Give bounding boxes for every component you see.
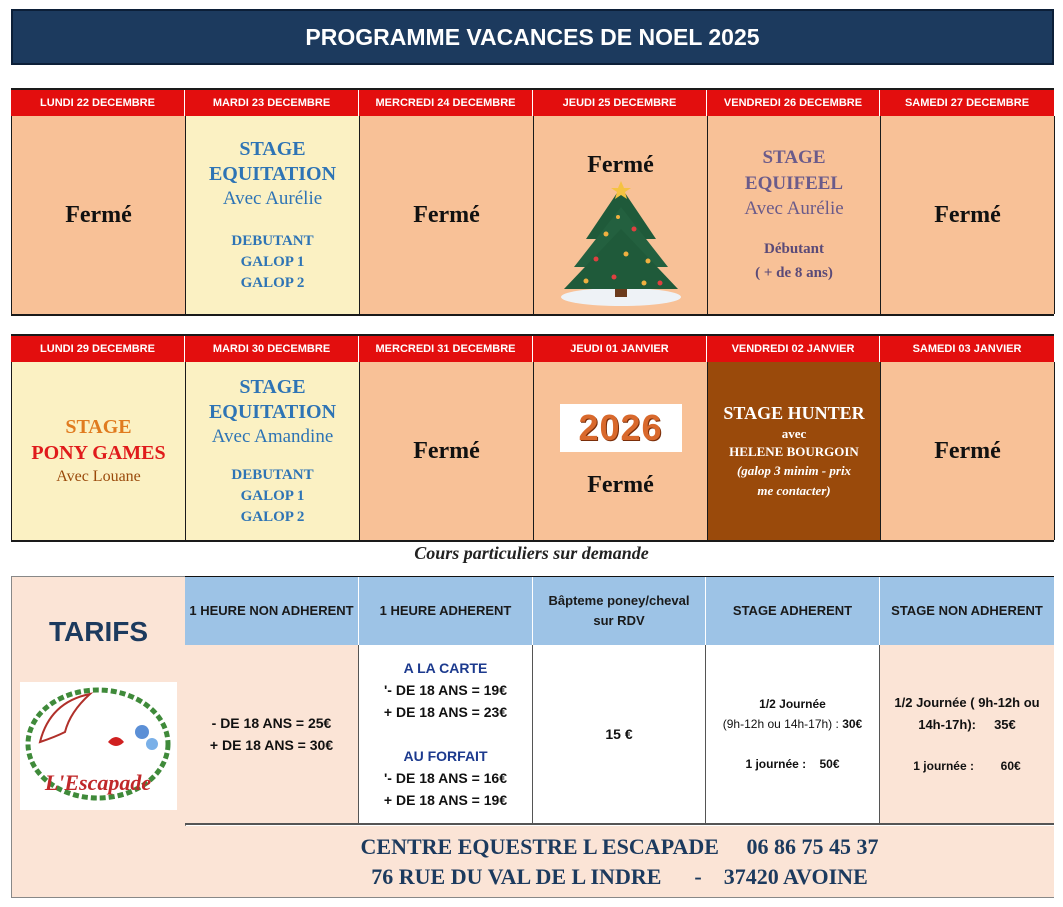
stage-coach: Avec Amandine <box>211 425 334 447</box>
day-cell-closed-newyear <box>534 362 708 540</box>
day-header: JEUDI 01 JANVIER <box>533 336 707 362</box>
day-cell-stage-equitation <box>186 116 360 314</box>
day-header: SAMEDI 03 JANVIER <box>880 336 1054 362</box>
closed-label: Fermé <box>413 437 480 464</box>
stage-note: me contacter) <box>757 483 831 498</box>
stage-title: STAGE <box>762 147 826 168</box>
price-bapteme <box>533 645 706 823</box>
closed-label: Fermé <box>65 201 132 228</box>
price-line <box>745 754 839 774</box>
day-header: VENDREDI 02 JANVIER <box>707 336 880 362</box>
closed-label: Fermé <box>587 152 654 178</box>
closed-label: Fermé <box>934 437 1001 464</box>
stage-age: ( + de 8 ans) <box>755 265 833 281</box>
day-header: LUNDI 29 DECEMBRE <box>11 336 185 362</box>
stage-title: EQUITATION <box>208 162 337 185</box>
year-text: 2026 <box>578 406 663 448</box>
price-table-header <box>185 576 1054 645</box>
day-header: MARDI 30 DECEMBRE <box>185 336 359 362</box>
footer-line: 76 RUE DU VAL DE L INDRE - 37420 AVOINE <box>371 863 868 889</box>
price-subtitle: AU FORFAIT <box>403 748 488 764</box>
price-label: 1/2 Journée <box>759 697 826 711</box>
wreath-icon <box>20 682 177 810</box>
day-cell-closed <box>881 362 1055 540</box>
day-header: VENDREDI 26 DECEMBRE <box>707 90 880 116</box>
price-detail: (9h-12h ou 14h-17h) : <box>722 717 839 731</box>
stage-level: DEBUTANT <box>231 232 314 249</box>
column-header: 1 HEURE ADHERENT <box>359 577 533 645</box>
closed-label: Fermé <box>587 471 654 498</box>
day-cell-closed <box>12 116 186 314</box>
day-cell-closed <box>881 116 1055 314</box>
column-header: Bâpteme poney/cheval sur RDV <box>533 577 706 645</box>
price-line: '- DE 18 ANS = 19€ <box>383 682 508 698</box>
column-header: STAGE ADHERENT <box>706 577 880 645</box>
stage-coach: Avec Aurélie <box>222 187 323 209</box>
stage-title: STAGE <box>239 375 306 398</box>
day-header: MERCREDI 24 DECEMBRE <box>359 90 533 116</box>
day-header: LUNDI 22 DECEMBRE <box>11 90 185 116</box>
day-header: SAMEDI 27 DECEMBRE <box>880 90 1054 116</box>
price-stage-non-adherent <box>880 645 1054 823</box>
christmas-tree-icon <box>556 179 686 309</box>
logo-text: L'Escapade <box>44 770 152 795</box>
stage-title: STAGE <box>239 137 306 160</box>
stage-level: DEBUTANT <box>231 466 314 483</box>
stage-coach: HELENE BOURGOIN <box>729 444 859 459</box>
day-cell-stage-hunter <box>708 362 881 540</box>
stage-with: avec <box>781 426 807 441</box>
price-value: 30€ <box>842 717 863 731</box>
price-detail: 14h-17h): <box>918 717 977 732</box>
stage-level: Débutant <box>763 241 824 257</box>
column-header: 1 HEURE NON ADHERENT <box>185 577 359 645</box>
price-line <box>913 756 1020 776</box>
price-line: 15 € <box>605 726 633 742</box>
price-adherent <box>359 645 533 823</box>
closed-label: Fermé <box>934 201 1001 228</box>
price-value: 60€ <box>1000 759 1021 773</box>
stage-level: GALOP 2 <box>240 508 305 525</box>
price-line: + DE 18 ANS = 30€ <box>209 737 334 753</box>
price-table-body <box>185 645 1054 825</box>
stage-level: GALOP 2 <box>240 274 305 291</box>
price-value: 35€ <box>994 717 1016 732</box>
day-cell-stage-equitation <box>186 362 360 540</box>
price-stage-adherent <box>706 645 880 823</box>
stage-level: GALOP 1 <box>240 487 305 504</box>
week2-header <box>11 334 1054 362</box>
day-header: MERCREDI 31 DECEMBRE <box>359 336 533 362</box>
year-2026-graphic <box>560 404 682 452</box>
stage-note: (galop 3 minim - prix <box>736 463 852 478</box>
closed-label: Fermé <box>413 201 480 228</box>
stage-title: STAGE <box>65 416 132 438</box>
price-line: + DE 18 ANS = 19€ <box>383 792 508 808</box>
stage-title: EQUITATION <box>208 400 337 423</box>
tarifs-title: TARIFS <box>48 616 149 647</box>
price-value: 50€ <box>819 757 840 771</box>
price-label: 1 journée : <box>745 757 807 771</box>
day-cell-stage-pony-games <box>12 362 186 540</box>
day-cell-closed <box>360 116 534 314</box>
price-line <box>918 714 1016 736</box>
stage-coach: Avec Aurélie <box>744 198 844 219</box>
stage-coach: Avec Louane <box>56 468 141 485</box>
price-line: '- DE 18 ANS = 16€ <box>383 770 508 786</box>
stage-title: EQUIFEEL <box>744 173 844 194</box>
private-lessons-note: Cours particuliers sur demande <box>414 543 649 563</box>
day-cell-stage-equifeel <box>708 116 881 314</box>
price-label: 1/2 Journée ( 9h-12h ou <box>894 695 1040 710</box>
price-line: + DE 18 ANS = 23€ <box>383 704 508 720</box>
column-header: STAGE NON ADHERENT <box>880 577 1054 645</box>
day-cell-closed <box>360 362 534 540</box>
price-subtitle: A LA CARTE <box>403 660 488 676</box>
stage-title: PONY GAMES <box>31 442 166 464</box>
footer-address <box>185 826 1054 898</box>
escapade-logo <box>20 682 177 810</box>
day-header: MARDI 23 DECEMBRE <box>185 90 359 116</box>
price-line: - DE 18 ANS = 25€ <box>211 715 332 731</box>
stage-title: STAGE HUNTER <box>723 403 865 423</box>
week1-header <box>11 88 1054 116</box>
stage-level: GALOP 1 <box>240 253 305 270</box>
footer-line: CENTRE EQUESTRE L ESCAPADE 06 86 75 45 37 <box>360 833 879 859</box>
day-cell-closed-christmas <box>534 116 708 314</box>
week2-body <box>11 362 1054 542</box>
week1-body <box>11 116 1054 316</box>
price-non-adherent <box>185 645 359 823</box>
price-line <box>723 714 862 734</box>
page-title: PROGRAMME VACANCES DE NOEL 2025 <box>11 9 1054 65</box>
day-header: JEUDI 25 DECEMBRE <box>533 90 707 116</box>
price-label: 1 journée : <box>913 759 974 773</box>
